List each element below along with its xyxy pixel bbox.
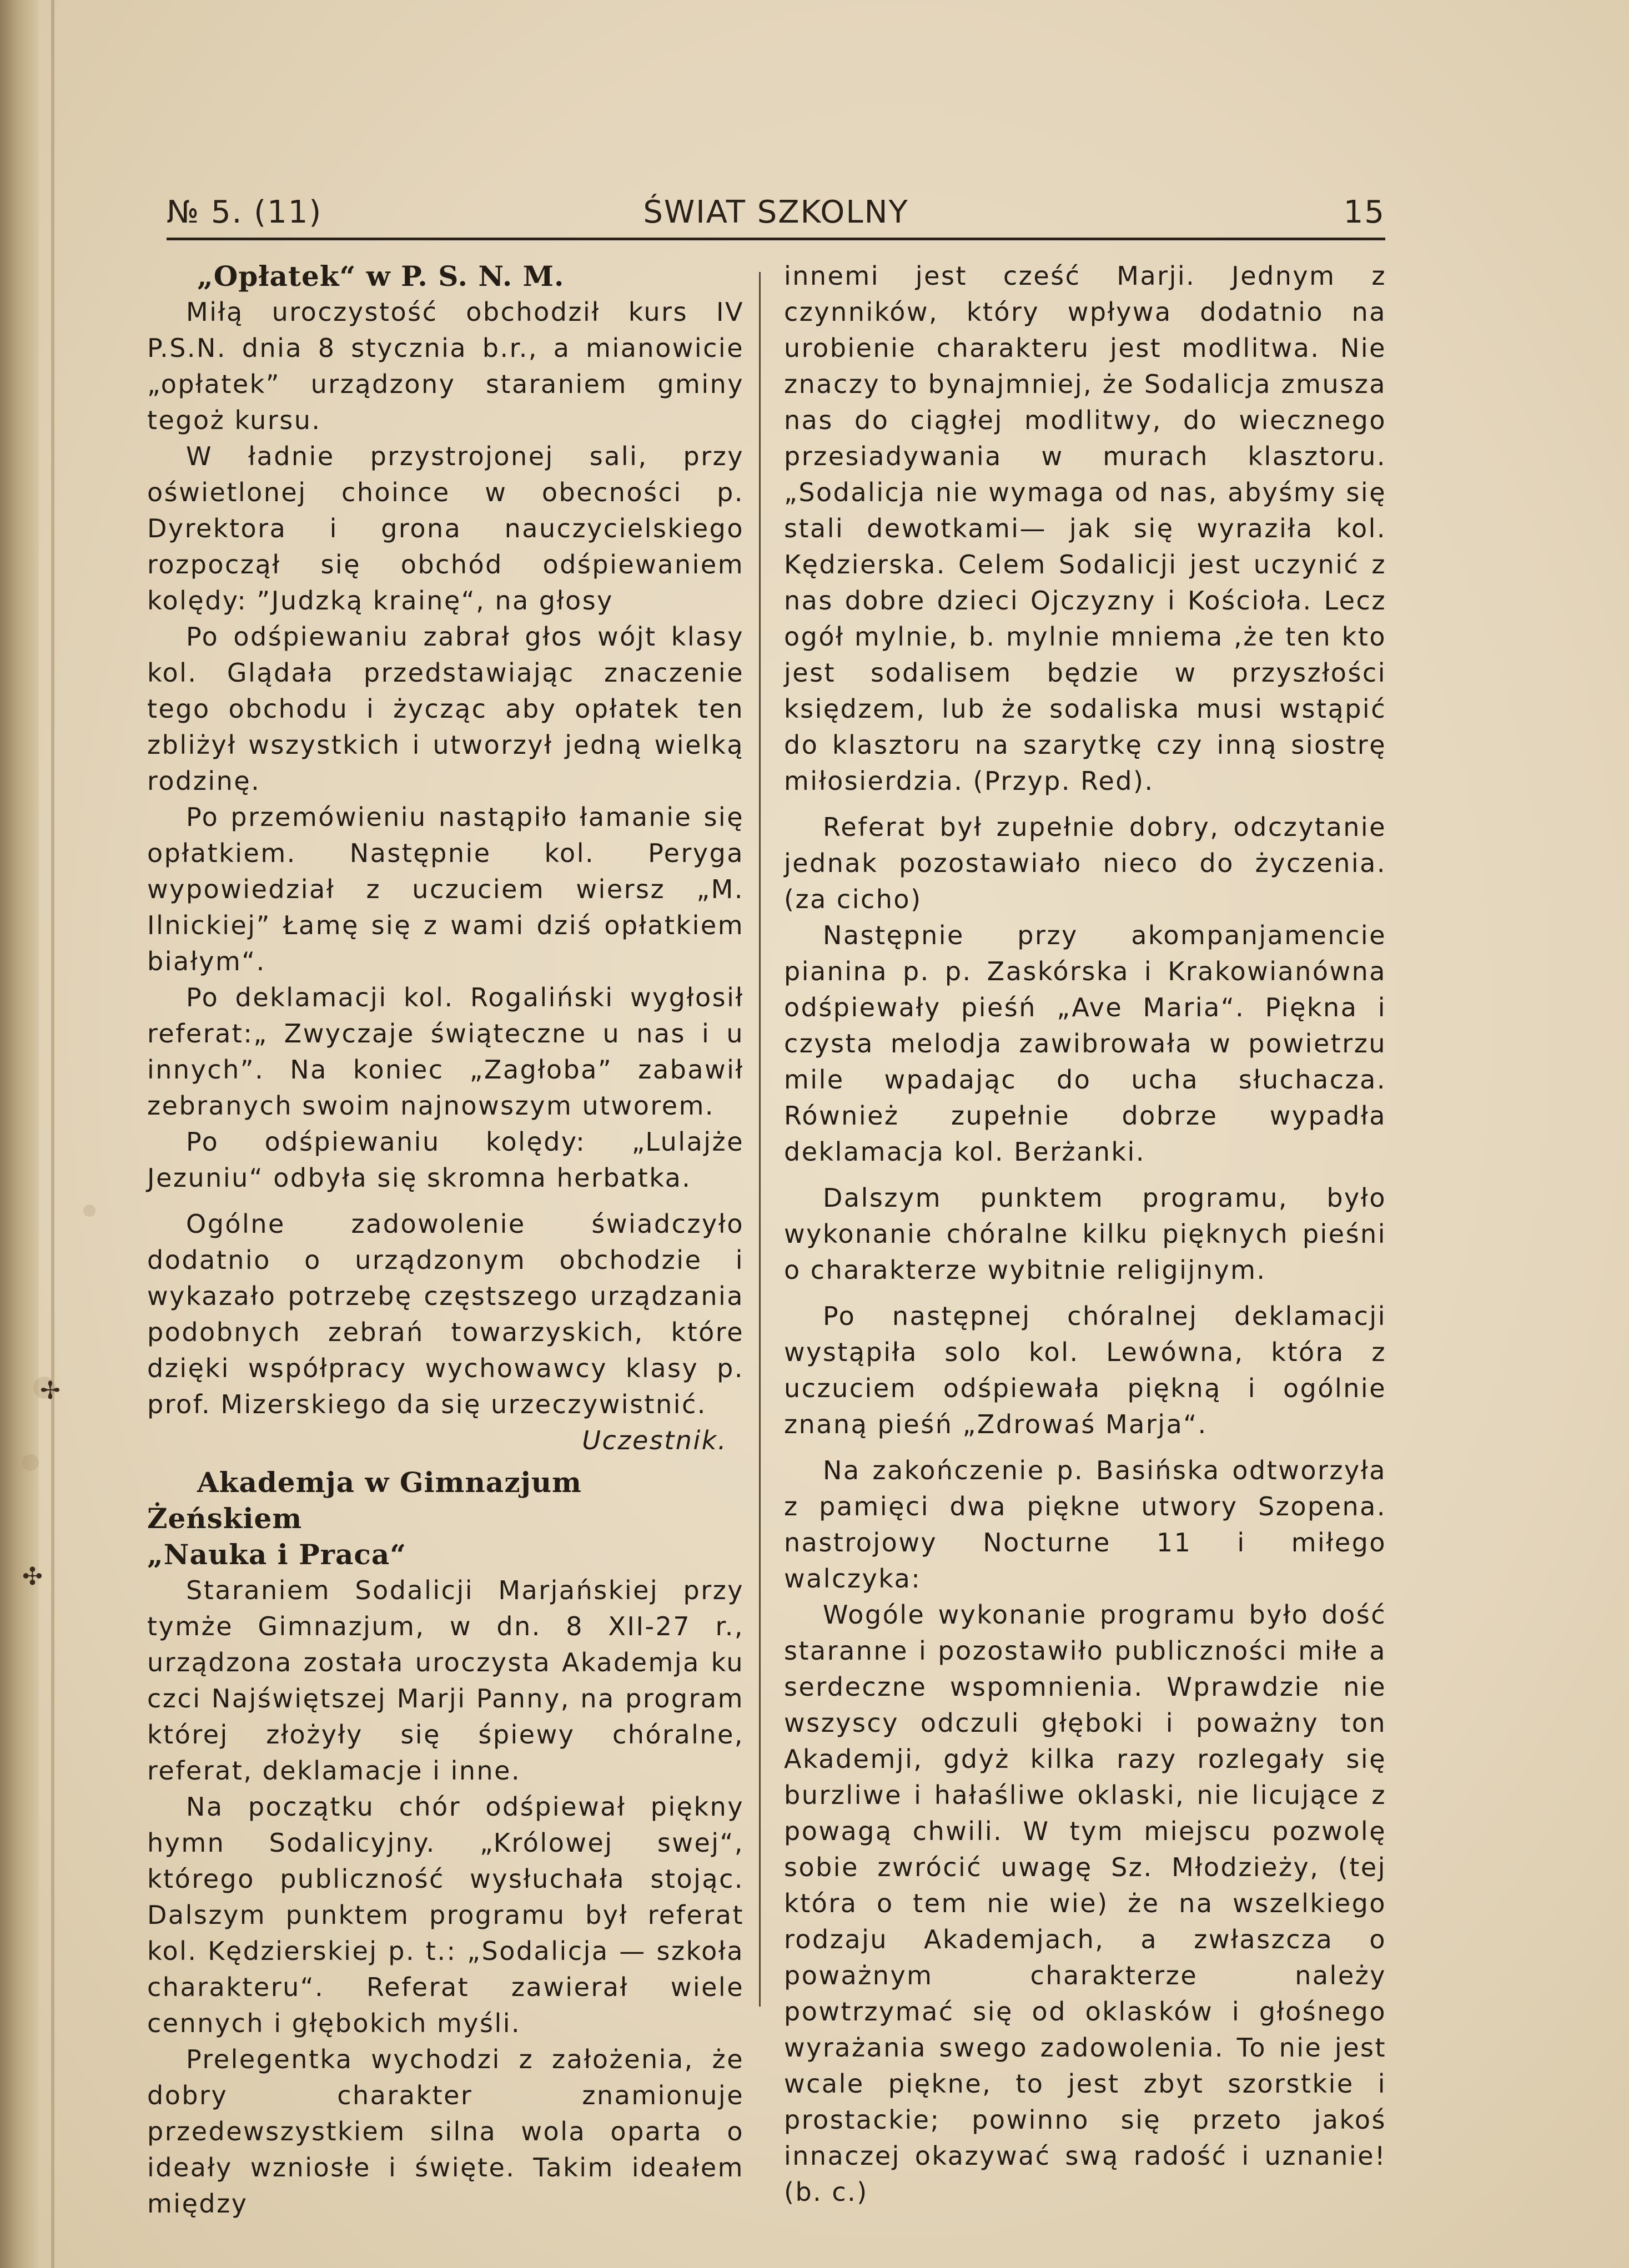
- margin-mark: ✣: [22, 1563, 43, 1591]
- paragraph: Staraniem Sodalicji Marjańskiej przy tymże Gimnazjum, w dn. 8 XII-27 r., urządzona została uroczysta Akademja ku czci Najświętszej Marji Panny, na program której złożyły się śpiewy chóralne, referat, deklamacje i inne.: [147, 1575, 744, 1786]
- page-number: 15: [1343, 194, 1385, 230]
- paragraph: Miłą uroczystość obchodził kurs IV P.S.N. dnia 8 stycznia b.r., a mianowicie „opłatek” urządzony staraniem gminy tegoż kursu.: [147, 297, 744, 435]
- paragraph: Ogólne zadowolenie świadczyło dodatnio o urządzonym obchodzie i wykazało potrzebę częstszego urządzania podobnych zebrań towarzyskich, które dzięki współpracy wychowawcy klasy p. prof. Mizerskiego da się urzeczywistnić.: [147, 1209, 744, 1419]
- paragraph: Na zakończenie p. Basińska odtworzyła z pamięci dwa piękne utwory Szopena. nastrojowy Nocturne 11 i miłego walczyka:: [784, 1455, 1386, 1594]
- paper-stain: [22, 1454, 39, 1471]
- paragraph: Po deklamacji kol. Rogaliński wygłosił referat:„ Zwyczaje świąteczne u nas i u innych”. Na koniec „Zagłoba” zabawił zebranych swoim najnowszym utworem.: [147, 982, 744, 1121]
- article-subtitle-nauka-i-praca: „Nauka i Praca“: [147, 1538, 407, 1571]
- paragraph: W ładnie przystrojonej sali, przy oświetlonej choince w obecności p. Dyrektora i grona nauczycielskiego rozpoczął się obchód odśpiewaniem kolędy: ”Judzką krainę“, na głosy: [147, 441, 744, 616]
- column-divider: [759, 272, 761, 2007]
- binding-edge: [0, 0, 39, 2268]
- paper-stain: [83, 1204, 95, 1217]
- paragraph: Na początku chór odśpiewał piękny hymn Sodalicyjny. „Królowej swej“, którego publiczność wysłuchała stojąc. Dalszym punktem programu był referat kol. Kędzierskiej p. t.: „Sodalicja — szkoła charakteru“. Referat zawierał wiele cennych i głębokich myśli.: [147, 1792, 744, 2038]
- paragraph: Następnie przy akompanjamencie pianina p. p. Zaskórska i Krakowianówna odśpiewały pieśń „Ave Maria“. Piękna i czysta melodja zawibrowała w powietrzu mile wpadając do ucha słuchacza. Również zupełnie dobrze wypadła deklamacja kol. Berżanki.: [784, 920, 1386, 1167]
- issue-number: № 5. (11): [167, 194, 323, 230]
- left-column: [147, 258, 744, 2222]
- paragraph: Po odśpiewaniu kolędy: „Lulajże Jezuniu“ odbyła się skromna herbatka.: [147, 1127, 744, 1193]
- binding-crease: [51, 0, 54, 2268]
- signature: Uczestnik.: [582, 1425, 727, 1455]
- paragraph: Po następnej chóralnej deklamacji wystąpiła solo kol. Lewówna, która z uczuciem odśpiewała piękną i ogólnie znaną pieśń „Zdrowaś Marja“.: [784, 1301, 1386, 1439]
- article-title-akademja: Akademja w Gimnazjum Żeńskiem: [147, 1466, 582, 1535]
- paragraph: Po odśpiewaniu zabrał głos wójt klasy kol. Glądała przedstawiając znaczenie tego obchodu i życząc aby opłatek ten zbliżył wszystkich i utworzył jedną wielką rodzinę.: [147, 622, 744, 796]
- article-title-oplatek: „Opłatek“ w P. S. N. M.: [197, 260, 565, 293]
- header-rule: [167, 238, 1385, 240]
- paragraph: Referat był zupełnie dobry, odczytanie jednak pozostawiało nieco do życzenia. (za cicho): [784, 812, 1386, 914]
- periodical-title: ŚWIAT SZKOLNY: [643, 194, 909, 230]
- paragraph: Po przemówieniu nastąpiło łamanie się opłatkiem. Następnie kol. Peryga wypowiedział z uczuciem wiersz „M. Ilnickiej” Łamę się z wami dziś opłatkiem białym“.: [147, 802, 744, 976]
- running-header: [167, 194, 1385, 239]
- paragraph: Wogóle wykonanie programu było dość staranne i pozostawiło publiczności miłe a serdeczne wspomnienia. Wprawdzie nie wszyscy odczuli głęboki i poważny ton Akademji, gdyż kilka razy rozlegały się burzliwe i hałaśliwe oklaski, nie licujące z powagą chwili. W tym miejscu pozwolę sobie zwrócić uwagę Sz. Młodzieży, (tej która o tem nie wie) że na wszelkiego rodzaju Akademjach, a zwłaszcza o poważnym charakterze należy powtrzymać się od oklasków i głośnego wyrażania swego zadowolenia. To nie jest wcale piękne, to jest zbyt szorstkie i prostackie; powinno się przeto jakoś innaczej okazywać swą radość i uznanie! (b. c.): [784, 1600, 1386, 2207]
- paragraph: Prelegentka wychodzi z założenia, że dobry charakter znamionuje przedewszystkiem silna wola oparta o ideały wzniosłe i święte. Takim ideałem między: [147, 2044, 744, 2219]
- paragraph: innemi jest cześć Marji. Jednym z czynników, który wpływa dodatnio na urobienie charakteru jest modlitwa. Nie znaczy to bynajmniej, że Sodalicja zmusza nas do ciągłej modlitwy, do wiecznego przesiadywania w murach klasztoru. „Sodalicja nie wymaga od nas, abyśmy się stali dewotkami— jak się wyraziła kol. Kędzierska. Celem Sodalicji jest uczynić z nas dobre dzieci Ojczyzny i Kościoła. Lecz ogół mylnie, b. mylnie mniema ,że ten kto jest sodalisem będzie w przyszłości księdzem, lub że sodaliska musi wstąpić do klasztoru na szarytkę czy inną siostrę miłosierdzia. (Przyp. Red).: [784, 261, 1386, 796]
- right-column: [784, 258, 1386, 2210]
- margin-mark: ✢: [40, 1377, 61, 1405]
- paragraph: Dalszym punktem programu, było wykonanie chóralne kilku pięknych pieśni o charakterze wybitnie religijnym.: [784, 1183, 1386, 1285]
